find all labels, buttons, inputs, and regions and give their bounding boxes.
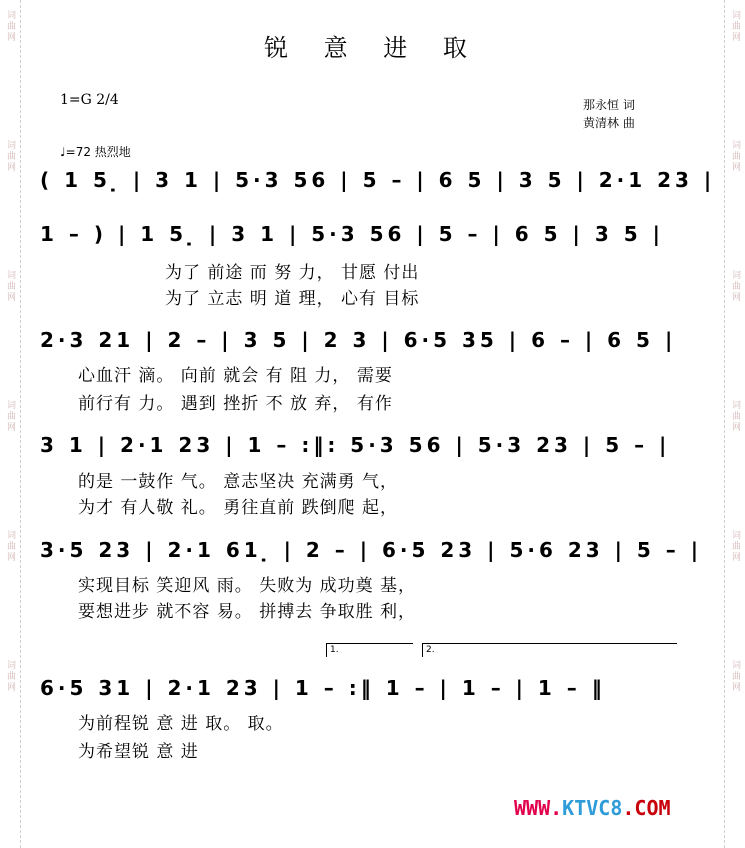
lyric-row-6-verse-1: 为前程锐 意 进 取。 取。 (78, 714, 284, 734)
lyric-row-3-verse-2: 前行有 力。 遇到 挫折 不 放 弃， 有作 (78, 394, 393, 414)
volta-2-label: 2. (426, 645, 435, 655)
song-title: 锐 意 进 取 (264, 34, 481, 62)
lyric-row-3-verse-1: 心血汗 滴。 向前 就会 有 阻 力， 需要 (78, 366, 393, 386)
notation-row-4: 3 1 | 2·1 23 | 1 – :‖: 5·3 56 | 5·3 23 | 5 – | (40, 433, 671, 457)
lyric-row-5-verse-1: 实现目标 笑迎风 雨。 失败为 成功奠 基， (78, 576, 417, 596)
lyric-row-5-verse-2: 要想进步 就不容 易。 拼搏去 争取胜 利， (78, 602, 417, 622)
website-logo-part: KTVC8 (562, 796, 623, 820)
watermark: 词曲网 (5, 270, 15, 303)
notation-row-2: 1 – ) | 1 5 ̣ | 3 1 | 5·3 56 | 5 – | 6 5 | 3 5 | (40, 222, 664, 246)
composer-credit: 黄清林 曲 (583, 116, 635, 130)
notation-row-5: 3·5 23 | 2·1 61 ̣ | 2 – | 6·5 23 | 5·6 23 | 5 – | (40, 538, 703, 562)
watermark: 词曲网 (5, 140, 15, 173)
credits (583, 96, 635, 132)
lyric-row-6-verse-2: 为希望锐 意 进 (78, 742, 199, 762)
volta-1-line (326, 643, 413, 644)
watermark: 词曲网 (730, 270, 740, 303)
website-logo-part: WWW. (514, 796, 563, 820)
watermark: 词曲网 (5, 10, 15, 43)
website-logo-part: .COM (622, 796, 671, 820)
watermark: 词曲网 (5, 400, 15, 433)
watermark: 词曲网 (5, 660, 15, 693)
watermark: 词曲网 (730, 400, 740, 433)
watermark: 词曲网 (730, 530, 740, 563)
key-signature: 1=G 2/4 (60, 92, 119, 108)
watermark: 词曲网 (730, 10, 740, 43)
watermark: 词曲网 (730, 660, 740, 693)
right-margin-strip (724, 0, 745, 848)
lyric-row-2-verse-2: 为了 立志 明 道 理， 心有 目标 (165, 289, 420, 309)
watermark: 词曲网 (730, 140, 740, 173)
volta-2-hook (422, 643, 423, 657)
volta-1-label: 1. (330, 645, 339, 655)
lyric-row-4-verse-2: 为才 有人敬 礼。 勇往直前 跌倒爬 起， (78, 498, 399, 518)
notation-row-6: 6·5 31 | 2·1 23 | 1 – :‖ 1 – | 1 – | 1 – ‖ (40, 676, 606, 700)
lyric-row-2-verse-1: 为了 前途 而 努 力， 甘愿 付出 (165, 263, 420, 283)
watermark: 词曲网 (5, 530, 15, 563)
notation-row-1: ( 1 5 ̣ | 3 1 | 5·3 56 | 5 – | 6 5 | 3 5 | 2·1 23 | (40, 168, 716, 192)
volta-1-hook (326, 643, 327, 657)
tempo-marking: ♩=72 热烈地 (60, 145, 131, 159)
volta-2-line (422, 643, 677, 644)
notation-row-3: 2·3 21 | 2 – | 3 5 | 2 3 | 6·5 35 | 6 – | 6 5 | (40, 328, 677, 352)
lyricist-credit: 那永恒 词 (583, 98, 635, 112)
lyric-row-4-verse-1: 的是 一鼓作 气。 意志坚决 充满勇 气， (78, 472, 399, 492)
left-margin-strip (0, 0, 21, 848)
website-logo (514, 796, 671, 820)
